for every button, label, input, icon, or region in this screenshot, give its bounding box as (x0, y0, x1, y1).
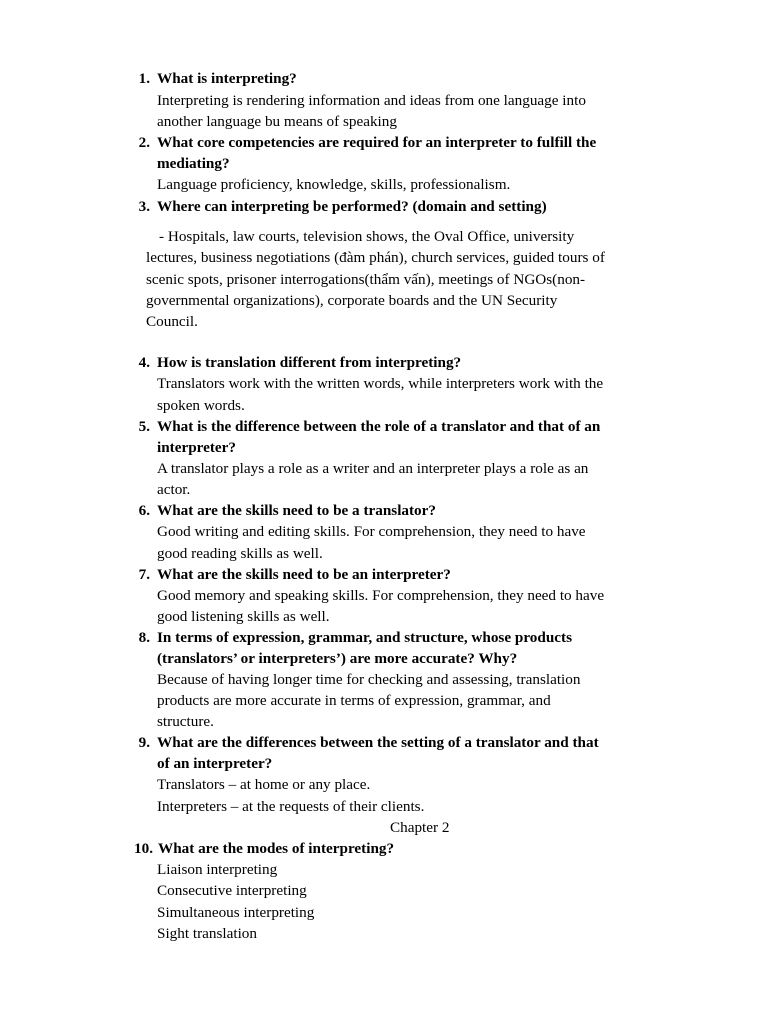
item-4-answer-line: spoken words. (157, 397, 245, 414)
item-3-answer-line: Council. (146, 313, 198, 330)
item-3-number: 3. (138, 198, 150, 215)
item-9-question: of an interpreter? (157, 755, 273, 772)
item-2-question: mediating? (157, 155, 230, 172)
item-6-answer-line: good reading skills as well. (157, 545, 323, 562)
item-1-number: 1. (138, 70, 150, 87)
item-9-number: 9. (138, 734, 150, 751)
item-10-mode: Simultaneous interpreting (157, 904, 315, 921)
item-1-answer-line: Interpreting is rendering information and ideas from one language into (157, 92, 586, 109)
item-9-answer-line: Interpreters – at the requests of their clients. (157, 798, 425, 815)
item-8-answer-line: Because of having longer time for checking and assessing, translation (157, 671, 581, 688)
item-5-question: interpreter? (157, 439, 236, 456)
item-7-question: What are the skills need to be an interpreter? (157, 566, 451, 583)
item-4-answer-line: Translators work with the written words, while interpreters work with the (157, 375, 604, 392)
item-7-answer-line: Good memory and speaking skills. For comprehension, they need to have (157, 587, 605, 604)
item-3-answer-line: lectures, business negotiations (đàm phán), church services, guided tours of (146, 249, 605, 266)
item-6-number: 6. (138, 502, 150, 519)
item-1-question: What is interpreting? (157, 70, 297, 87)
item-7-number: 7. (138, 566, 150, 583)
item-8-question: In terms of expression, grammar, and structure, whose products (157, 629, 572, 646)
item-3-answer-line: scenic spots, prisoner interrogations(thẩm vấn), meetings of NGOs(non- (146, 271, 586, 288)
item-8-number: 8. (138, 629, 150, 646)
item-7-answer-line: good listening skills as well. (157, 608, 330, 625)
item-2-question: What core competencies are required for an interpreter to fulfill the (157, 134, 597, 151)
item-1-answer-line: another language bu means of speaking (157, 113, 397, 130)
item-6-answer-line: Good writing and editing skills. For comprehension, they need to have (157, 523, 586, 540)
chapter-heading: Chapter 2 (390, 819, 450, 836)
item-9-answer-line: Translators – at home or any place. (157, 776, 371, 793)
item-5-answer-line: A translator plays a role as a writer and an interpreter plays a role as an (157, 460, 589, 477)
item-10-mode: Sight translation (157, 925, 257, 942)
item-10-question: What are the modes of interpreting? (158, 840, 395, 857)
item-2-number: 2. (138, 134, 150, 151)
item-10-mode: Consecutive interpreting (157, 882, 307, 899)
item-2-answer-line: Language proficiency, knowledge, skills, professionalism. (157, 176, 511, 193)
item-3-answer-line: - Hospitals, law courts, television shows, the Oval Office, university (159, 228, 575, 245)
item-8-question: (translators’ or interpreters’) are more accurate? Why? (157, 650, 518, 667)
item-4-number: 4. (138, 354, 150, 371)
item-8-answer-line: structure. (157, 713, 214, 730)
item-5-answer-line: actor. (157, 481, 191, 498)
item-4-question: How is translation different from interpreting? (157, 354, 462, 371)
item-10-number: 10. (134, 840, 153, 857)
item-6-question: What are the skills need to be a translator? (157, 502, 436, 519)
item-9-question: What are the differences between the setting of a translator and that (157, 734, 599, 751)
item-3-answer-line: governmental organizations), corporate boards and the UN Security (146, 292, 558, 309)
item-8-answer-line: products are more accurate in terms of expression, grammar, and (157, 692, 551, 709)
item-5-question: What is the difference between the role of a translator and that of an (157, 418, 601, 435)
item-5-number: 5. (138, 418, 150, 435)
item-10-mode: Liaison interpreting (157, 861, 278, 878)
item-3-question: Where can interpreting be performed? (domain and setting) (157, 198, 547, 215)
